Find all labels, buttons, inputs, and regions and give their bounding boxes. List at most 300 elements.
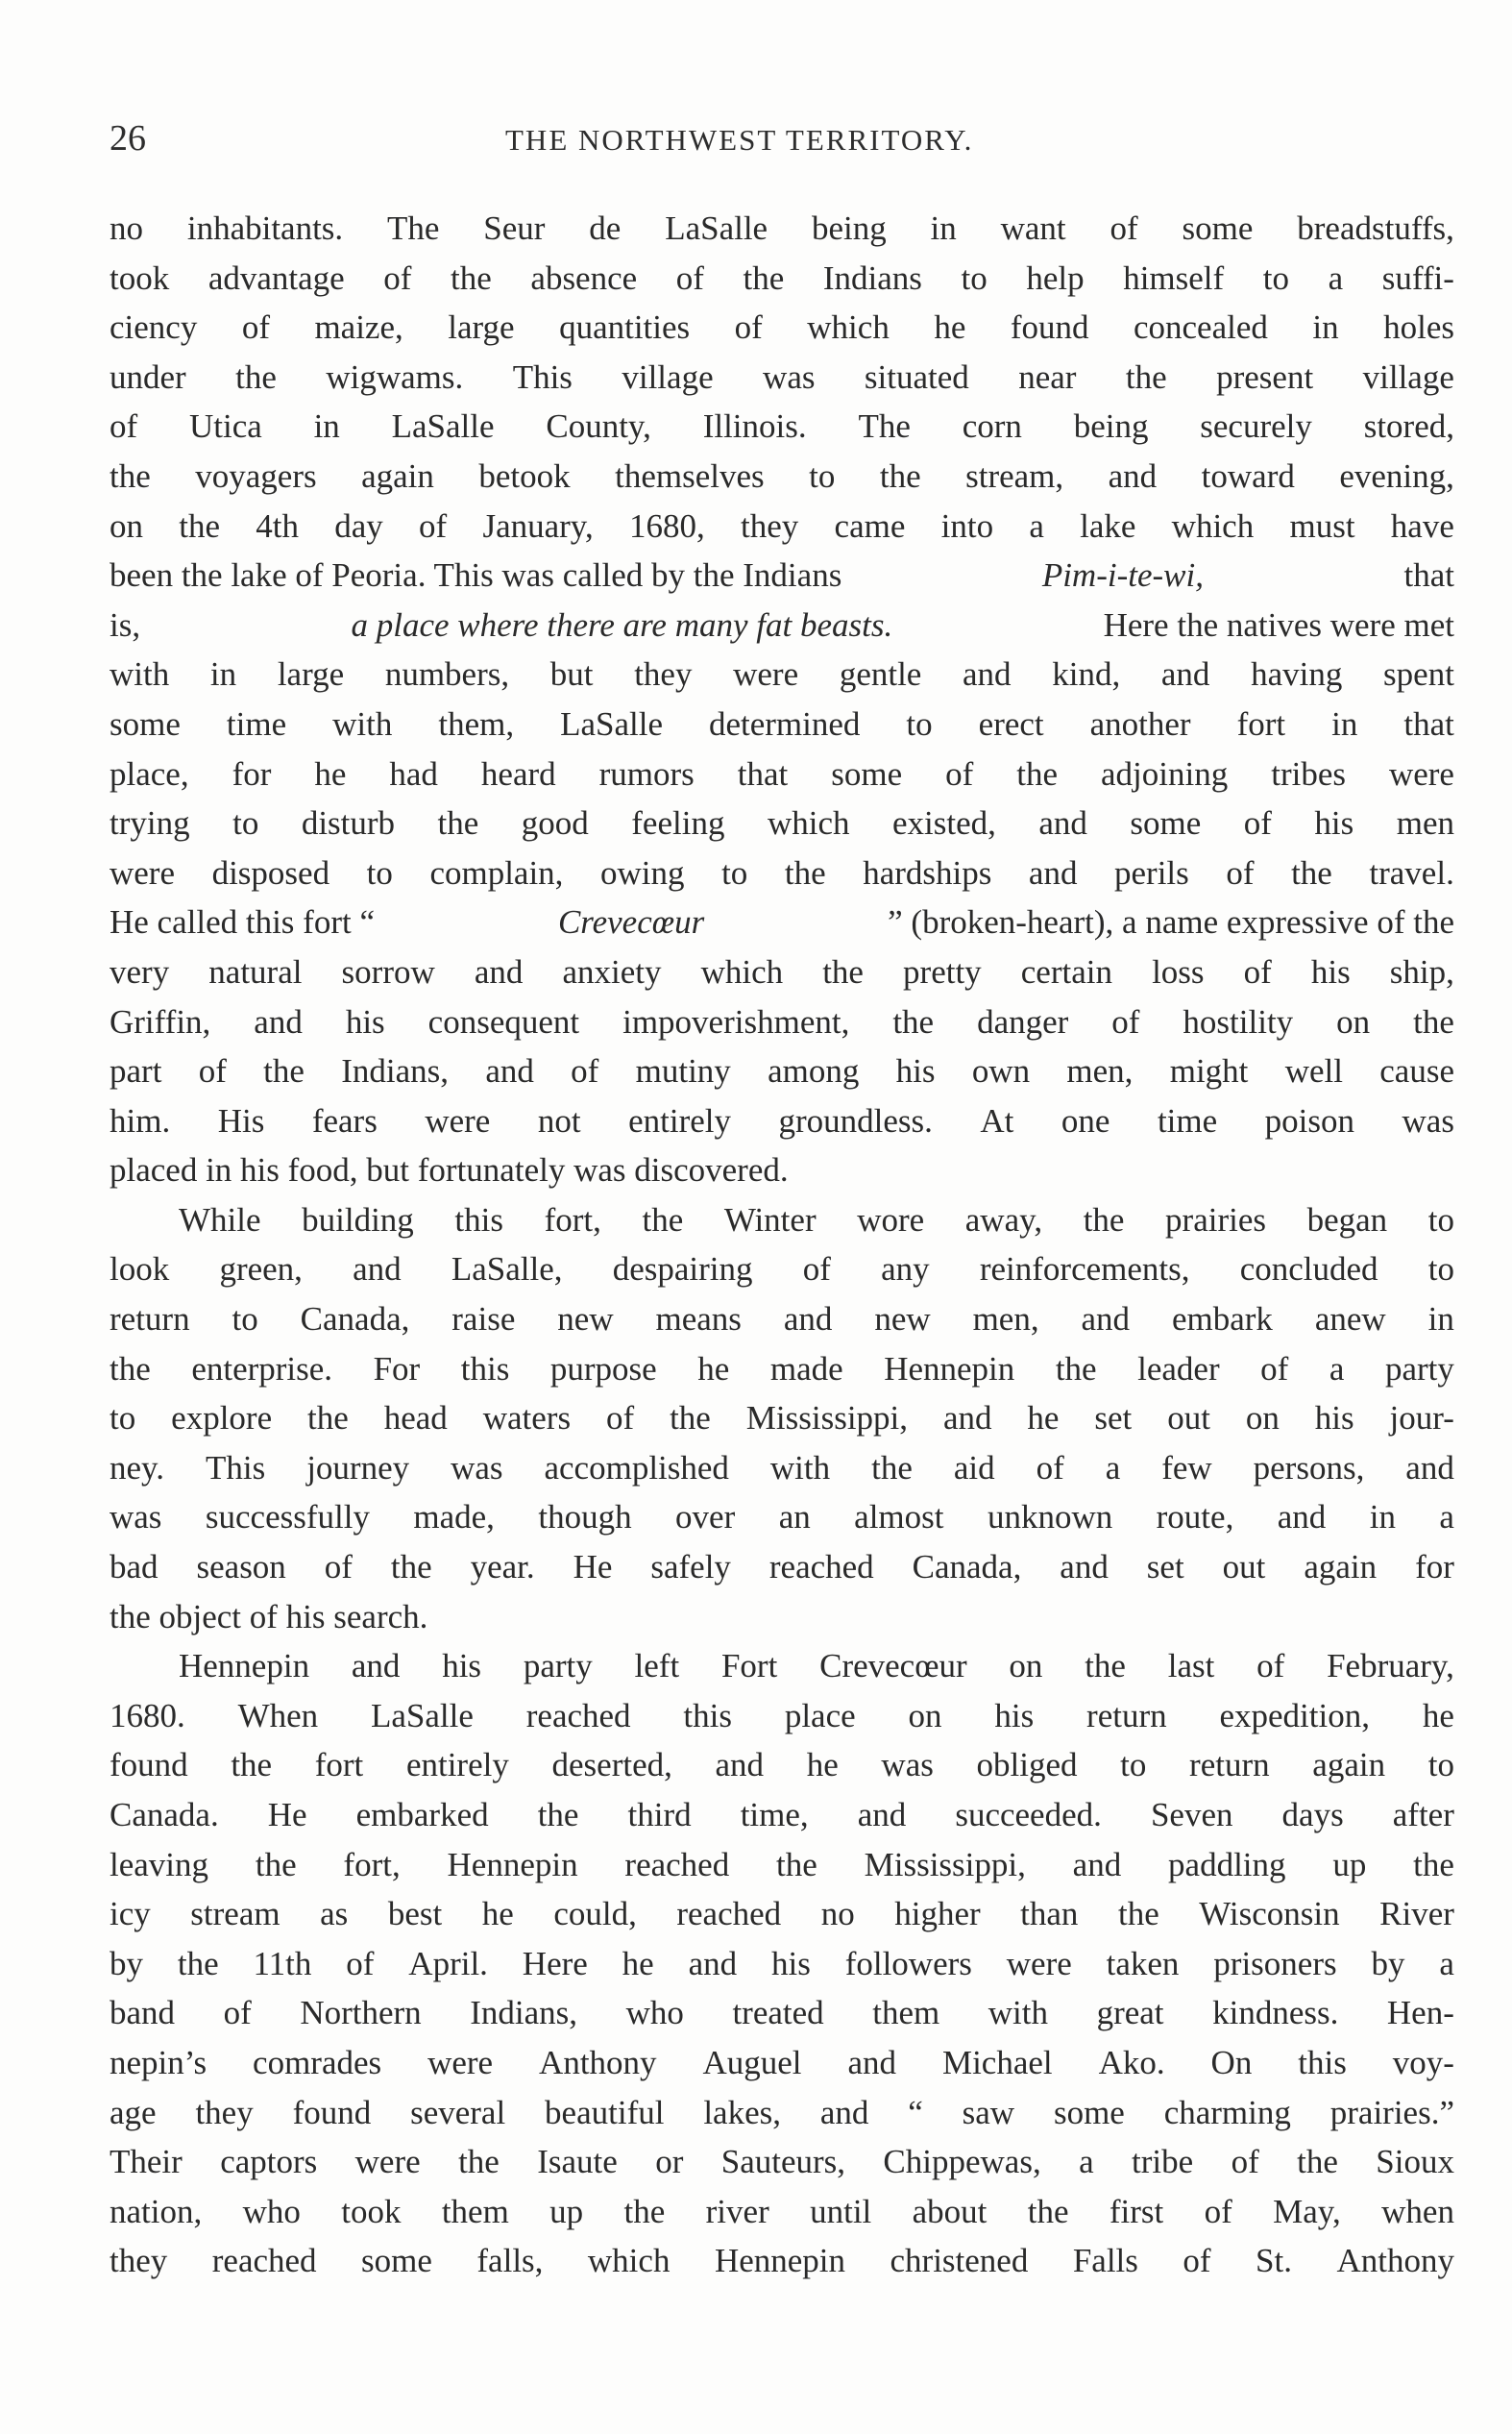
word: anxiety: [562, 952, 662, 991]
word: to: [906, 704, 933, 743]
word: a: [1105, 1448, 1121, 1487]
word: when: [1381, 2192, 1454, 2230]
word: village: [622, 357, 714, 396]
word: Utica: [188, 407, 262, 446]
word: toward: [1201, 456, 1295, 495]
word: maize,: [314, 308, 403, 347]
word: the: [642, 1200, 684, 1239]
word: evening,: [1339, 456, 1454, 495]
word: of: [1256, 1647, 1285, 1685]
text-line: [110, 353, 1454, 403]
word: the: [307, 1399, 349, 1438]
word: stored,: [1363, 407, 1454, 446]
word: spent: [1383, 655, 1454, 694]
word: large: [277, 655, 345, 694]
word: age: [110, 2093, 157, 2131]
word: owing: [600, 853, 685, 892]
word: to: [366, 853, 393, 892]
text-line: [110, 848, 1454, 898]
word: return: [1086, 1696, 1167, 1734]
word: the: [1291, 853, 1332, 892]
word: have: [1390, 506, 1454, 545]
word: as: [320, 1895, 349, 1933]
word: lake: [1080, 506, 1136, 545]
text-segment: is,: [110, 605, 149, 644]
word: the: [1413, 1845, 1454, 1883]
word: and: [353, 1250, 402, 1289]
word: kindness.: [1212, 1994, 1339, 2032]
word: the: [1125, 357, 1167, 396]
word: Crevecœur: [819, 1647, 967, 1685]
text-line: [110, 303, 1454, 353]
word: to: [1262, 258, 1290, 297]
page-header: [110, 113, 1464, 171]
text-line: [110, 1244, 1454, 1294]
word: LaSalle,: [451, 1250, 563, 1289]
word: Indians,: [341, 1052, 450, 1091]
word: trying: [110, 804, 190, 843]
word: this: [460, 1349, 510, 1388]
word: of: [1260, 1349, 1289, 1388]
word: to: [1120, 1746, 1147, 1784]
word: Auguel: [702, 2043, 802, 2081]
word: Canada,: [300, 1300, 410, 1339]
word: of: [945, 754, 974, 793]
word: was: [451, 1448, 503, 1487]
word: he: [481, 1895, 514, 1933]
word: him.: [110, 1101, 171, 1140]
word: being: [811, 209, 887, 247]
word: and: [1028, 853, 1078, 892]
word: entirely: [628, 1101, 731, 1140]
word: and: [1038, 804, 1087, 843]
word: his: [1314, 1399, 1354, 1438]
text-line: [110, 1889, 1454, 1939]
word: which: [587, 2242, 671, 2280]
word: were: [733, 655, 799, 694]
word: voy-: [1392, 2043, 1454, 2081]
word: purpose: [549, 1349, 657, 1388]
word: unknown: [987, 1498, 1113, 1537]
word: absence: [530, 258, 638, 297]
word: embarked: [355, 1796, 489, 1833]
word: having: [1251, 655, 1343, 694]
word: away,: [964, 1200, 1043, 1239]
word: Indians: [822, 258, 922, 297]
word: green,: [219, 1250, 303, 1289]
word: his: [1310, 952, 1351, 991]
word: of: [802, 1250, 831, 1289]
word: the: [1027, 2192, 1069, 2230]
word: lakes,: [703, 2093, 781, 2131]
word: in: [1312, 308, 1339, 347]
word: wigwams.: [326, 357, 464, 396]
word: natural: [208, 952, 303, 991]
word: reached: [525, 1696, 631, 1734]
word: river: [705, 2192, 769, 2230]
word: prairies: [1165, 1200, 1266, 1239]
word: Winter: [723, 1200, 817, 1239]
word: the: [110, 1349, 151, 1388]
word: with: [769, 1448, 831, 1487]
word: the: [458, 2143, 500, 2181]
word: on: [110, 506, 143, 545]
word: some: [1053, 2093, 1125, 2131]
word: Hennepin: [714, 2242, 846, 2280]
word: this: [1298, 2043, 1347, 2081]
word: no: [820, 1895, 855, 1933]
text-line: [110, 947, 1454, 997]
word: they: [110, 2242, 168, 2280]
text-line: [110, 1592, 1454, 1642]
word: third: [627, 1796, 692, 1833]
word: breadstuffs,: [1297, 209, 1454, 247]
word: with: [110, 655, 170, 694]
word: a: [1439, 1498, 1454, 1537]
word: his: [345, 1002, 385, 1041]
word: new: [557, 1300, 614, 1339]
text-segment: the object of his search.: [110, 1597, 428, 1635]
word: and: [715, 1746, 765, 1784]
text-segment: that: [1395, 556, 1454, 595]
word: entirely: [405, 1746, 509, 1784]
word: His: [217, 1101, 265, 1140]
word: prisoners: [1213, 1944, 1337, 1982]
word: expedition,: [1219, 1696, 1370, 1734]
word: and: [1072, 1845, 1122, 1883]
word: LaSalle: [665, 209, 768, 247]
word: disposed: [211, 853, 330, 892]
word: mutiny: [635, 1052, 731, 1091]
word: who: [242, 2192, 301, 2230]
word: was: [763, 357, 816, 396]
word: to: [809, 456, 836, 495]
word: succeeded.: [955, 1796, 1102, 1833]
text-line: [110, 1492, 1454, 1542]
word: the: [1055, 1349, 1097, 1388]
word: the: [784, 853, 826, 892]
word: and: [485, 1052, 534, 1091]
word: Here: [522, 1944, 588, 1982]
word: large: [448, 308, 515, 347]
word: determined: [708, 704, 861, 743]
word: they: [195, 2093, 254, 2131]
text-line: [110, 1840, 1454, 1890]
word: 1680,: [629, 506, 705, 545]
word: any: [881, 1250, 930, 1289]
word: which: [767, 804, 850, 843]
word: route,: [1156, 1498, 1234, 1537]
word: to: [232, 804, 259, 843]
word: found: [110, 1746, 188, 1784]
word: persons,: [1253, 1448, 1365, 1487]
word: taken: [1106, 1944, 1180, 1982]
word: and: [942, 1399, 992, 1438]
word: year.: [470, 1548, 535, 1586]
word: Sioux: [1376, 2143, 1454, 2181]
word: Michael: [941, 2043, 1053, 2081]
word: complain,: [429, 853, 564, 892]
word: the: [179, 506, 221, 545]
word: The: [387, 209, 440, 247]
word: “: [908, 2093, 923, 2131]
text-line: [110, 997, 1454, 1047]
word: fort: [314, 1746, 364, 1784]
word: to: [721, 853, 748, 892]
word: again: [1312, 1746, 1386, 1784]
word: and: [1277, 1498, 1327, 1537]
word: of: [241, 308, 270, 347]
word: of: [1110, 209, 1138, 247]
word: to: [1427, 1746, 1454, 1784]
text-line: [110, 1195, 1454, 1245]
text-line: [110, 452, 1454, 502]
word: the: [263, 1052, 305, 1091]
word: for: [232, 754, 272, 793]
word: set: [1094, 1399, 1133, 1438]
word: Anthony: [539, 2043, 657, 2081]
word: of: [1226, 853, 1255, 892]
word: of: [1243, 952, 1272, 991]
word: his: [770, 1944, 811, 1982]
word: until: [810, 2192, 872, 2230]
word: groundless.: [778, 1101, 933, 1140]
word: return: [110, 1300, 190, 1339]
word: holes: [1383, 308, 1454, 347]
word: fort: [1236, 704, 1286, 743]
word: the: [871, 1448, 913, 1487]
word: Hennepin: [447, 1845, 578, 1883]
word: some: [110, 704, 181, 743]
word: the: [879, 456, 921, 495]
word: beautiful: [545, 2093, 665, 2131]
word: men,: [1066, 1052, 1134, 1091]
word: which: [1171, 506, 1255, 545]
word: followers: [844, 1944, 972, 1982]
word: out: [1167, 1399, 1210, 1438]
word: the: [235, 357, 277, 396]
word: the: [437, 804, 479, 843]
word: paddling: [1168, 1845, 1286, 1883]
word: to: [110, 1399, 136, 1438]
word: He: [573, 1548, 613, 1586]
word: party: [523, 1647, 593, 1685]
word: nation,: [110, 2192, 203, 2230]
word: Fort: [720, 1647, 778, 1685]
word: in: [313, 407, 340, 446]
word: stream: [190, 1895, 280, 1933]
word: into: [940, 506, 994, 545]
text-line: [110, 897, 1454, 947]
word: means: [655, 1300, 742, 1339]
word: poison: [1264, 1101, 1355, 1140]
word: the: [892, 1002, 935, 1041]
word: might: [1169, 1052, 1249, 1091]
word: and: [819, 2093, 869, 2131]
word: with: [988, 1994, 1049, 2032]
word: were: [354, 2143, 421, 2181]
word: were: [1006, 1944, 1072, 1982]
word: Falls: [1072, 2242, 1138, 2280]
word: this: [454, 1200, 503, 1239]
word: a: [1329, 1349, 1345, 1388]
word: Their: [110, 2143, 183, 2181]
word: and: [857, 1796, 907, 1833]
word: of: [734, 308, 763, 347]
word: came: [834, 506, 906, 545]
word: the: [1413, 1002, 1454, 1041]
word: a: [1029, 506, 1044, 545]
text-line: [110, 1740, 1454, 1790]
running-title: THE NORTHWEST TERRITORY.: [505, 123, 974, 157]
word: Hennepin: [884, 1349, 1015, 1388]
word: part: [110, 1052, 162, 1091]
word: Canada,: [912, 1548, 1022, 1586]
word: and: [351, 1647, 401, 1685]
word: in: [930, 209, 957, 247]
word: out: [1222, 1548, 1266, 1586]
word: by: [1371, 1944, 1405, 1982]
word: captors: [220, 2143, 318, 2181]
word: an: [778, 1498, 811, 1537]
word: loss: [1152, 952, 1205, 991]
word: the: [1117, 1895, 1159, 1933]
text-segment: Here the natives were met: [1094, 605, 1454, 644]
word: ney.: [110, 1448, 165, 1487]
word: to: [1427, 1250, 1454, 1289]
text-segment: been the lake of Peoria. This was called by the Indians: [110, 556, 851, 595]
text-line: [110, 1443, 1454, 1493]
word: the: [670, 1399, 711, 1438]
word: his: [1314, 804, 1354, 843]
word: the: [1085, 1647, 1126, 1685]
word: obliged: [976, 1746, 1078, 1784]
word: of: [606, 1399, 635, 1438]
text-line: [110, 254, 1454, 304]
word: cause: [1379, 1052, 1454, 1091]
word: few: [1161, 1448, 1212, 1487]
word: of: [1204, 2192, 1232, 2230]
word: sorrow: [341, 952, 435, 991]
word: to: [961, 258, 988, 297]
word: he: [314, 754, 347, 793]
text-segment: ” (broken-heart), a name expressive of the: [879, 903, 1454, 942]
word: travel.: [1369, 853, 1454, 892]
text-line: [110, 750, 1454, 799]
word: of: [1183, 2242, 1211, 2280]
word: rumors: [598, 754, 695, 793]
text-line: [110, 1939, 1454, 1989]
word: help: [1026, 258, 1085, 297]
word: Canada.: [110, 1796, 219, 1833]
word: River: [1379, 1895, 1454, 1933]
word: January,: [482, 506, 594, 545]
word: set: [1146, 1548, 1184, 1586]
word: good: [521, 804, 589, 843]
word: was: [110, 1498, 162, 1537]
word: concealed: [1133, 308, 1268, 347]
text-line: [110, 1641, 1454, 1691]
word: reinforcements,: [979, 1250, 1190, 1289]
text-line: [110, 2187, 1454, 2237]
word: saw: [962, 2093, 1015, 2131]
word: Northern: [300, 1994, 422, 2032]
text-segment: placed in his food, but fortunately was discovered.: [110, 1151, 789, 1190]
word: near: [1018, 357, 1077, 396]
word: of: [223, 1994, 252, 2032]
word: The: [858, 407, 911, 446]
word: on: [1336, 1002, 1371, 1041]
text-line: [110, 1790, 1454, 1840]
word: Illinois.: [702, 407, 807, 446]
text-line: [110, 1294, 1454, 1344]
word: despairing: [612, 1250, 753, 1289]
word: took: [110, 258, 170, 297]
word: fort,: [343, 1845, 401, 1883]
word: LaSalle: [391, 407, 495, 446]
word: than: [1020, 1895, 1079, 1933]
word: fears: [311, 1101, 378, 1140]
word: explore: [171, 1399, 273, 1438]
word: For: [373, 1349, 421, 1388]
word: heard: [480, 754, 556, 793]
word: several: [410, 2093, 506, 2131]
word: and: [847, 2043, 897, 2081]
word: some: [831, 754, 903, 793]
word: corn: [962, 407, 1022, 446]
word: on: [1009, 1647, 1043, 1685]
word: himself: [1123, 258, 1225, 297]
word: pretty: [903, 952, 982, 991]
word: Seur: [483, 209, 546, 247]
word: nepin’s: [110, 2043, 207, 2081]
word: first: [1109, 2192, 1164, 2230]
word: hardships: [863, 853, 992, 892]
word: Wisconsin: [1199, 1895, 1340, 1933]
text-line: [110, 1393, 1454, 1443]
word: the: [1297, 2143, 1338, 2181]
word: impoverishment,: [622, 1002, 850, 1041]
text-line: [110, 551, 1454, 601]
body-text: [110, 204, 1454, 2286]
word: advantage: [207, 258, 345, 297]
word: the: [390, 1548, 432, 1586]
word: was: [881, 1746, 934, 1784]
word: day: [334, 506, 383, 545]
word: Anthony: [1336, 2242, 1454, 2280]
word: he: [622, 1944, 654, 1982]
word: to: [232, 1300, 258, 1339]
word: and: [1108, 456, 1158, 495]
word: about: [912, 2192, 988, 2230]
word: of: [675, 258, 704, 297]
word: At: [980, 1101, 1014, 1140]
text-line: [110, 1542, 1454, 1592]
word: a: [1328, 258, 1344, 297]
word: of: [1231, 2143, 1259, 2181]
page-number: 26: [110, 118, 146, 159]
word: under: [110, 357, 186, 396]
word: return: [1189, 1746, 1270, 1784]
word: St.: [1256, 2242, 1292, 2280]
word: and: [1405, 1448, 1454, 1487]
word: the: [1083, 1200, 1125, 1239]
word: men,: [972, 1300, 1039, 1339]
word: He: [267, 1796, 307, 1833]
word: he: [1027, 1399, 1060, 1438]
word: they: [634, 655, 693, 694]
word: look: [110, 1250, 170, 1289]
